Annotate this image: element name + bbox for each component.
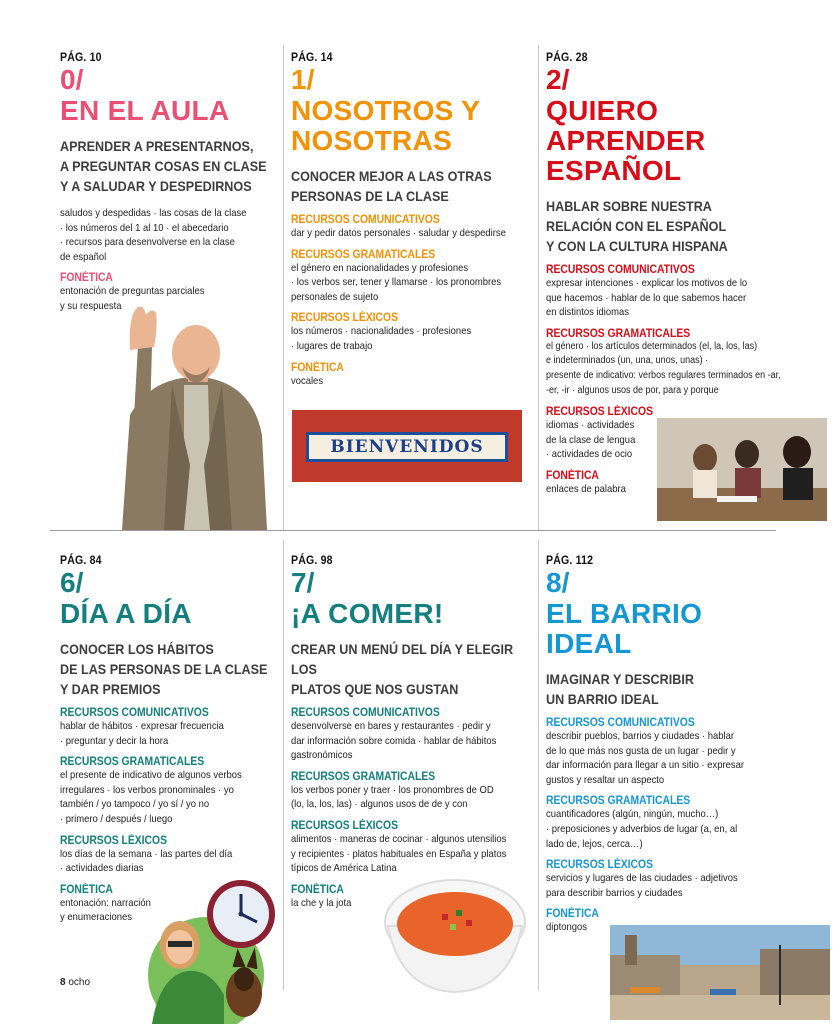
lexicos-text: servicios y lugares de las ciudades · adjetivos para describir barrios y ciudades bbox=[546, 872, 738, 899]
gramaticales-text: el género en nacionalidades y profesiones · los verbos ser, tener y llamarse · los pronombres personales de sujeto bbox=[291, 261, 502, 303]
unit-title: QUIERO APRENDER ESPAÑOL bbox=[546, 95, 706, 186]
gramaticales-text: el género · los artículos determinados (el, la, los, las) e indeterminados (un, una, unos, unas) · presente de indicativo: verbos regulares terminados en -ar, -er, -ir · algunos usos de por, para y porque bbox=[546, 340, 781, 396]
unit-objective: CREAR UN MENÚ DEL DÍA Y ELEGIR LOS PLATOS QUE NOS GUSTAN bbox=[291, 641, 514, 697]
unit-title: NOSOTROS Y NOSOTRAS bbox=[291, 95, 481, 156]
section-lexicos: RECURSOS LÉXICOS bbox=[291, 819, 398, 832]
students-studying-photo bbox=[657, 418, 827, 521]
section-fonetica: FONÉTICA bbox=[291, 361, 344, 374]
gramaticales-text: cuantificadores (algún, ningún, mucho…) · preposiciones y adverbios de lugar (a, en, al lado de, lejos, cerca…) bbox=[546, 808, 738, 850]
row-divider bbox=[50, 530, 776, 531]
unit-page-ref: PÁG. 84 bbox=[60, 553, 102, 567]
section-fonetica: FONÉTICA bbox=[291, 883, 344, 896]
unit-title: DÍA A DÍA bbox=[60, 598, 192, 629]
man-waving-photo bbox=[112, 305, 272, 530]
unit-7 bbox=[291, 553, 531, 910]
section-comunicativos: RECURSOS COMUNICATIVOS bbox=[60, 707, 209, 719]
column-divider bbox=[538, 45, 539, 530]
unit-number: 2/ bbox=[546, 64, 570, 95]
sign-text: BIENVENIDOS bbox=[330, 437, 484, 457]
comunicativos-text: hablar de hábitos · expresar frecuencia · preguntar y decir la hora bbox=[60, 720, 224, 747]
unit-contents: saludos y despedidas · las cosas de la clase · los números del 1 al 10 · el abecedario · recursos para desenvolverse en la clase de español bbox=[60, 207, 247, 263]
unit-0 bbox=[60, 50, 298, 314]
unit-page-ref: PÁG. 98 bbox=[291, 553, 333, 567]
unit-number: 8/ bbox=[546, 567, 570, 598]
fonetica-text: entonación de preguntas parciales y su respuesta bbox=[60, 285, 205, 312]
page-number: 8 bbox=[60, 977, 66, 988]
fonetica-text: entonación: narración y enumeraciones bbox=[60, 896, 151, 924]
unit-number: 7/ bbox=[291, 567, 315, 598]
section-fonetica: FONÉTICA bbox=[546, 908, 599, 921]
section-comunicativos: RECURSOS COMUNICATIVOS bbox=[291, 214, 440, 226]
unit-title: EL BARRIO IDEAL bbox=[546, 598, 703, 659]
unit-number: 0/ bbox=[60, 64, 84, 95]
section-lexicos: RECURSOS LÉXICOS bbox=[546, 859, 653, 872]
gramaticales-text: los verbos poner y traer · los pronombres de OD (lo, la, los, las) · algunos usos de de y con bbox=[291, 783, 494, 811]
unit-objective: IMAGINAR Y DESCRIBIR UN BARRIO IDEAL bbox=[546, 671, 694, 707]
unit-number: 6/ bbox=[60, 567, 84, 598]
unit-title: ¡A COMER! bbox=[291, 598, 444, 629]
comunicativos-text: dar y pedir datos personales · saludar y despedirse bbox=[291, 227, 506, 239]
section-lexicos: RECURSOS LÉXICOS bbox=[60, 834, 167, 847]
section-gramaticales: RECURSOS GRAMATICALES bbox=[60, 756, 205, 769]
section-comunicativos: RECURSOS COMUNICATIVOS bbox=[546, 264, 695, 276]
section-lexicos: RECURSOS LÉXICOS bbox=[291, 312, 398, 325]
lexicos-text: los días de la semana · las partes del día · actividades diarias bbox=[60, 847, 233, 875]
clock-icon bbox=[205, 878, 277, 950]
unit-number: 1/ bbox=[291, 64, 315, 95]
comunicativos-text: desenvolverse en bares y restaurantes · pedir y dar información sobre comida · hablar de hábitos gastronómicos bbox=[291, 720, 497, 762]
fonetica-text: enlaces de palabra bbox=[546, 482, 626, 495]
section-gramaticales: RECURSOS GRAMATICALES bbox=[546, 795, 691, 808]
section-comunicativos: RECURSOS COMUNICATIVOS bbox=[291, 707, 440, 719]
unit-page-ref: PÁG. 14 bbox=[291, 50, 333, 64]
unit-objective: APRENDER A PRESENTARNOS, A PREGUNTAR COSAS EN CLASE Y A SALUDAR Y DESPEDIRNOS bbox=[60, 138, 267, 194]
unit-6 bbox=[60, 553, 298, 925]
section-gramaticales: RECURSOS GRAMATICALES bbox=[291, 770, 436, 783]
section-fonetica: FONÉTICA bbox=[546, 469, 599, 482]
lexicos-text: alimentos · maneras de cocinar · algunos utensilios y recipientes · platos habituales en España y platos típicos de América Latina bbox=[291, 832, 507, 875]
section-gramaticales: RECURSOS GRAMATICALES bbox=[291, 248, 436, 261]
page-word: ocho bbox=[68, 977, 91, 988]
unit-title: EN EL AULA bbox=[60, 95, 230, 126]
lexicos-text: los números · nacionalidades · profesiones · lugares de trabajo bbox=[291, 325, 472, 352]
unit-page-ref: PÁG. 10 bbox=[60, 50, 102, 64]
lexicos-text: idiomas · actividades de la clase de lengua · actividades de ocio bbox=[546, 419, 636, 461]
section-comunicativos: RECURSOS COMUNICATIVOS bbox=[546, 717, 695, 729]
unit-objective: HABLAR SOBRE NUESTRA RELACIÓN CON EL ESPAÑOL Y CON LA CULTURA HISPANA bbox=[546, 198, 728, 254]
unit-page-ref: PÁG. 112 bbox=[546, 553, 594, 567]
unit-1 bbox=[291, 50, 529, 388]
section-fonetica: FONÉTICA bbox=[60, 272, 113, 285]
section-lexicos: RECURSOS LÉXICOS bbox=[546, 406, 653, 419]
section-fonetica: FONÉTICA bbox=[60, 883, 113, 896]
unit-objective: CONOCER LOS HÁBITOS DE LAS PERSONAS DE LA CLASE Y DAR PREMIOS bbox=[60, 641, 268, 697]
gazpacho-bowl-photo bbox=[380, 870, 530, 995]
city-square-photo bbox=[610, 925, 830, 1020]
fonetica-text: diptongos bbox=[546, 921, 587, 934]
page-footer bbox=[60, 977, 90, 988]
comunicativos-text: expresar intenciones · explicar los motivos de lo que hacemos · hablar de lo que sabemos hacer en distintos idiomas bbox=[546, 277, 748, 319]
column-divider bbox=[538, 540, 539, 990]
comunicativos-text: describir pueblos, barrios y ciudades · hablar de lo que más nos gusta de un lugar · pedir y dar información para llegar a un sitio · expresar gustos y resaltar un aspecto bbox=[546, 730, 745, 786]
fonetica-text: vocales bbox=[291, 374, 324, 387]
section-gramaticales: RECURSOS GRAMATICALES bbox=[546, 327, 691, 340]
gramaticales-text: el presente de indicativo de algunos verbos irregulares · los verbos pronominales · yo también / yo tampoco / yo sí / yo no · primero / después / luego bbox=[60, 769, 242, 825]
unit-objective: CONOCER MEJOR A LAS OTRAS PERSONAS DE LA CLASE bbox=[291, 168, 492, 204]
unit-8 bbox=[546, 553, 786, 935]
bienvenidos-tile-photo bbox=[292, 410, 522, 482]
unit-page-ref: PÁG. 28 bbox=[546, 50, 588, 64]
fonetica-text: la che y la jota bbox=[291, 896, 352, 909]
